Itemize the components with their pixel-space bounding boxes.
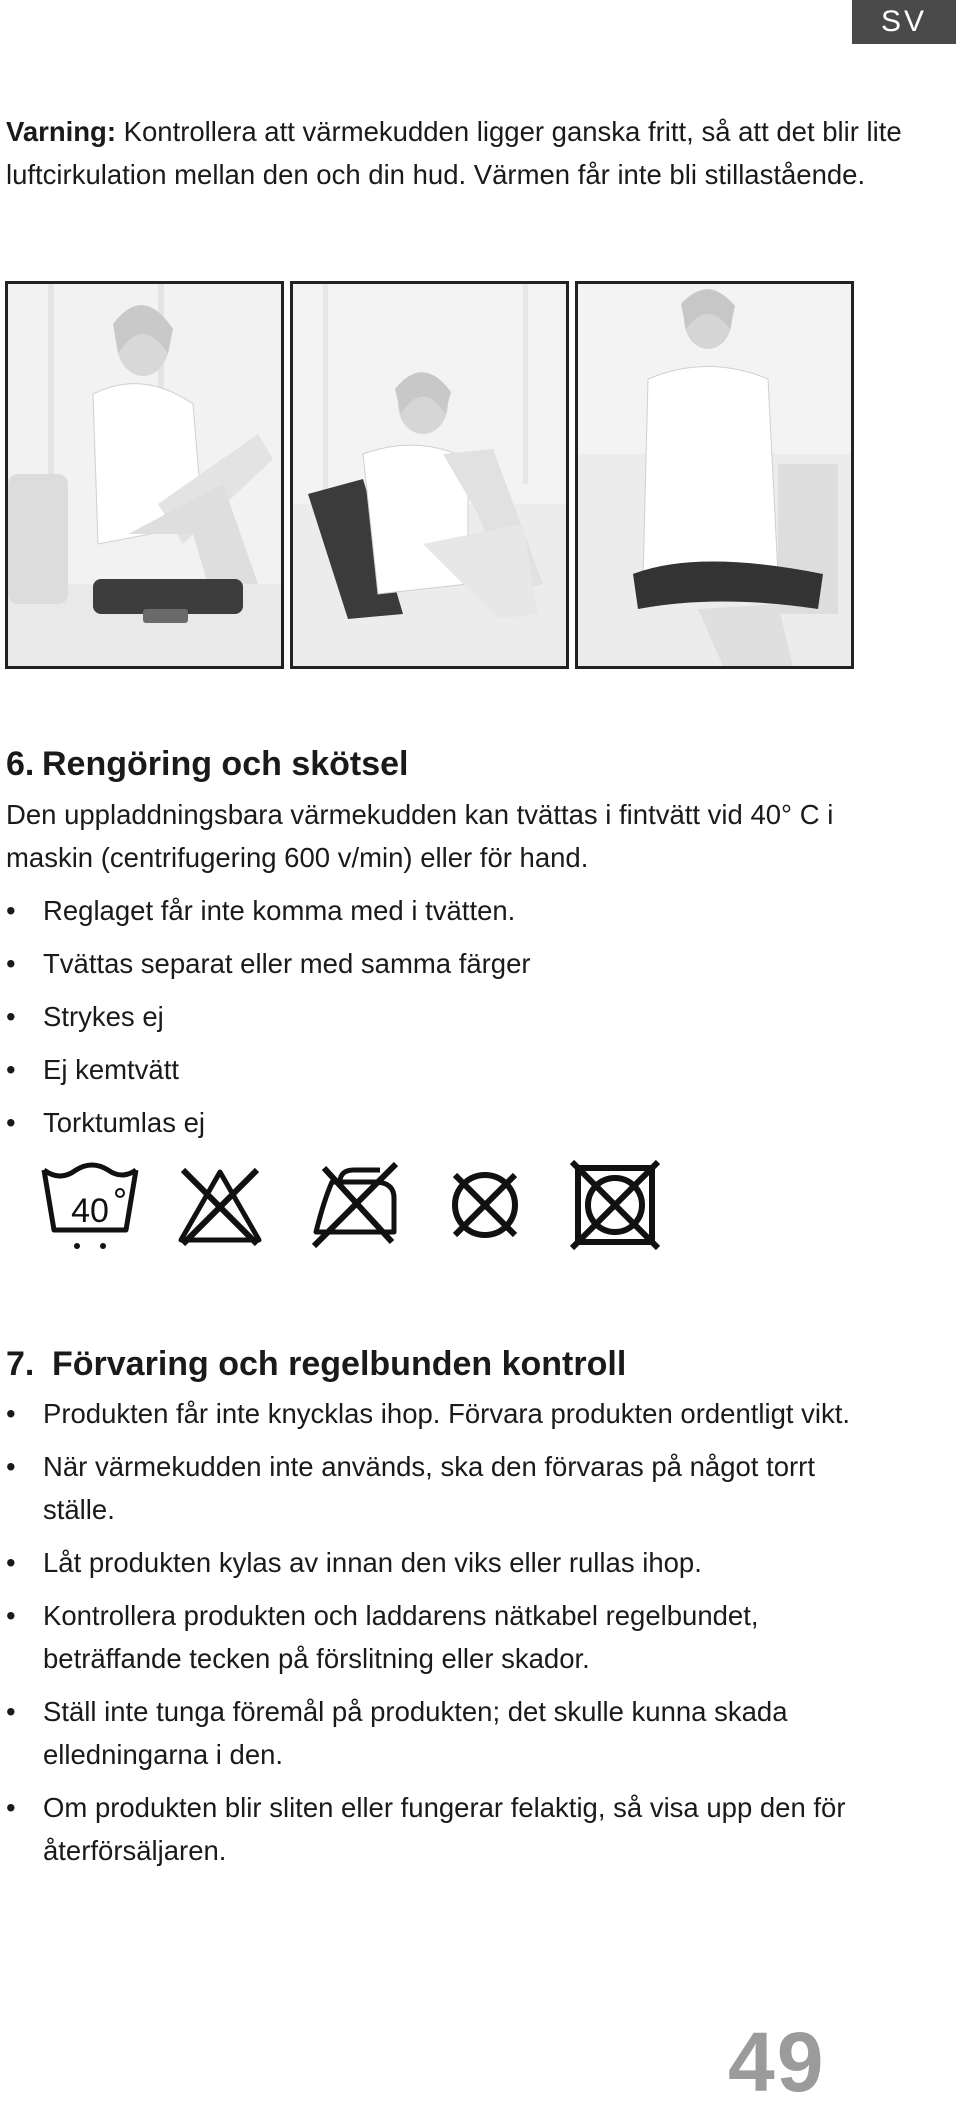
section6-heading bbox=[6, 745, 409, 784]
section6-number: 6. bbox=[6, 745, 35, 783]
list-item: • Kontrollera produkten och laddarens nätkabel regelbundet, beträffande tecken på förslitning eller skador. bbox=[6, 1594, 856, 1680]
no-bleach-icon bbox=[175, 1160, 265, 1250]
page-number: 49 bbox=[728, 2015, 826, 2109]
list-item: • Låt produkten kylas av innan den viks eller rullas ihop. bbox=[6, 1541, 856, 1584]
list-item: • Reglaget får inte komma med i tvätten. bbox=[6, 889, 906, 932]
photo-pad-on-lap bbox=[575, 281, 854, 669]
list-item: • Om produkten blir sliten eller fungerar felaktig, så visa upp den för återförsäljaren. bbox=[6, 1786, 856, 1872]
warning-label: Varning: bbox=[6, 116, 117, 147]
no-tumble-dry-icon bbox=[570, 1160, 660, 1250]
photo-woman-sitting-on-pad bbox=[8, 284, 281, 666]
section6-title: Rengöring och skötsel bbox=[42, 745, 409, 783]
list-item: • När värmekudden inte används, ska den förvaras på något torrt ställe. bbox=[6, 1445, 856, 1531]
wash-temp-label: 40 bbox=[71, 1192, 109, 1230]
section7-number: 7. bbox=[6, 1345, 35, 1383]
section7-heading bbox=[6, 1345, 626, 1384]
section7-title: Förvaring och regelbunden kontroll bbox=[52, 1345, 627, 1383]
list-item: • Tvättas separat eller med samma färger bbox=[6, 942, 906, 985]
language-tab: SV bbox=[852, 0, 956, 44]
section7-bullet-list bbox=[6, 1392, 856, 1872]
list-item: • Produkten får inte knycklas ihop. Förvara produkten ordentligt vikt. bbox=[6, 1392, 856, 1435]
warning-text: Kontrollera att värmekudden ligger ganska fritt, så att det blir lite luftcirkulation mellan den och din hud. Värmen får inte bli stillastående. bbox=[6, 116, 902, 190]
photo-woman-with-pad-on-lap bbox=[578, 284, 851, 666]
usage-photos bbox=[5, 281, 857, 667]
wash-40-gentle-icon bbox=[40, 1160, 140, 1252]
list-item: • Torktumlas ej bbox=[6, 1101, 906, 1144]
care-symbols bbox=[40, 1160, 680, 1250]
section6-intro: Den uppladdningsbara värmekudden kan tvättas i fintvätt vid 40° C i maskin (centrifugering 600 v/min) eller för hand. bbox=[6, 799, 834, 873]
photo-pad-on-back bbox=[290, 281, 569, 669]
list-item: • Ej kemtvätt bbox=[6, 1048, 906, 1091]
no-iron-icon bbox=[310, 1160, 400, 1250]
warning-paragraph bbox=[6, 110, 926, 196]
list-item: • Strykes ej bbox=[6, 995, 906, 1038]
photo-pad-on-seat bbox=[5, 281, 284, 669]
no-dry-clean-icon bbox=[440, 1160, 530, 1250]
photo-woman-leaning-on-pad bbox=[293, 284, 566, 666]
section6-bullet-list bbox=[6, 889, 906, 1144]
list-item: • Ställ inte tunga föremål på produkten; det skulle kunna skada elledningarna i den. bbox=[6, 1690, 856, 1776]
